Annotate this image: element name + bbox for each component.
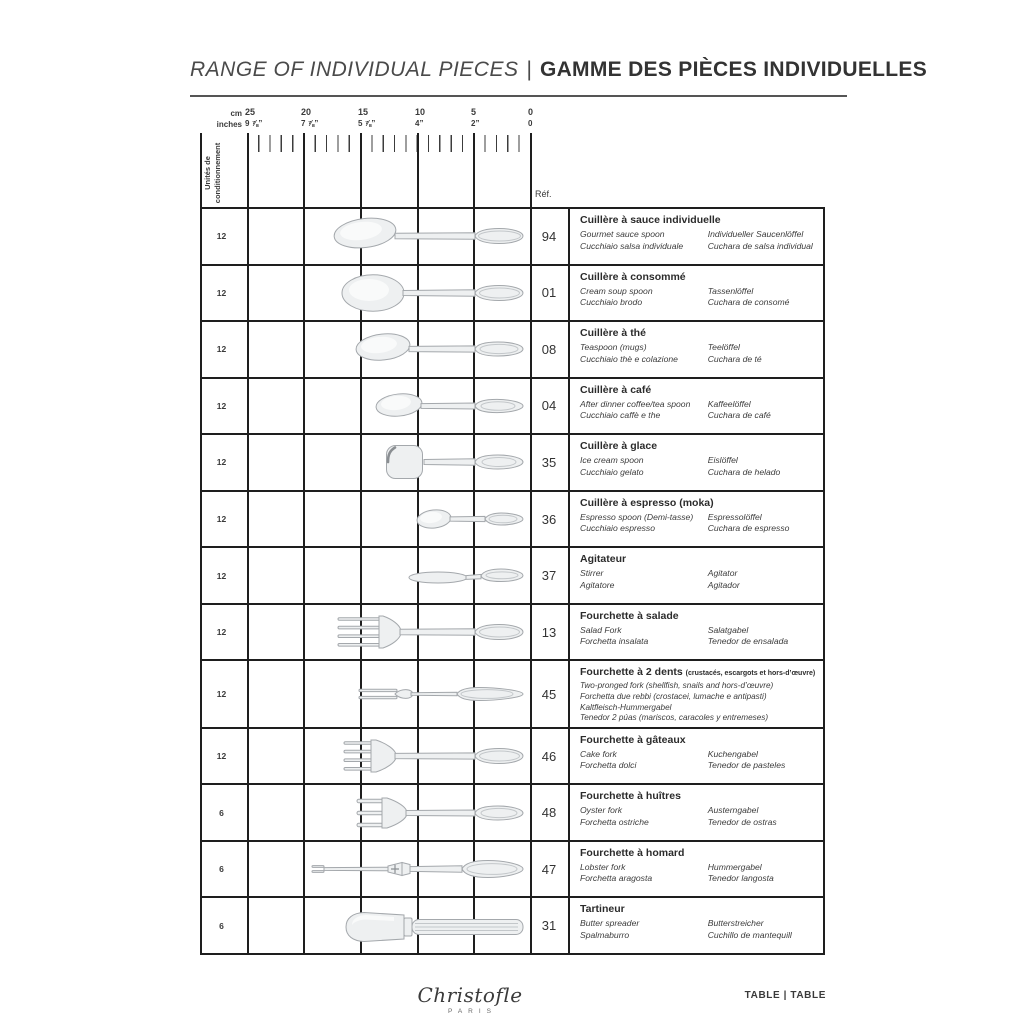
table-row xyxy=(200,435,825,492)
name-en: Oyster fork xyxy=(580,805,623,816)
stirrer-image xyxy=(243,548,530,603)
piece-description xyxy=(568,842,825,897)
name-de: Agitator xyxy=(707,568,738,579)
name-en: Cake fork xyxy=(580,748,617,759)
packing-units-value: 6 xyxy=(219,864,224,875)
table-row xyxy=(200,209,825,266)
two-pronged-fork-image xyxy=(243,661,530,726)
name-en: Gourmet sauce spoon xyxy=(580,229,665,239)
name-de: Kaffeelöffel xyxy=(707,398,751,409)
name-de: Teelöffel xyxy=(707,342,740,353)
name-de: Austerngabel xyxy=(707,805,759,816)
brand-city: PARIS xyxy=(447,1008,498,1015)
ice-cream-spoon-image xyxy=(243,435,530,490)
ref-value: 48 xyxy=(541,805,557,821)
name-fr: Cuillère à thé xyxy=(580,327,646,340)
ref-value: 47 xyxy=(541,861,557,877)
name-en: Ice cream spoon xyxy=(580,455,644,466)
packing-units-header: Unités de conditionnement xyxy=(203,142,222,204)
name-it: Forchetta insalata xyxy=(580,636,649,647)
packing-units-value: 12 xyxy=(216,400,227,411)
name-fr: Fourchette à salade xyxy=(580,609,679,622)
table-row xyxy=(200,661,825,728)
piece-description xyxy=(568,898,825,953)
table-row xyxy=(200,266,825,323)
name-en: Cream soup spoon xyxy=(580,285,653,296)
packing-units-value: 6 xyxy=(219,920,224,931)
name-fr: Tartineur xyxy=(580,903,625,916)
name-fr: Fourchette à gâteaux xyxy=(580,733,686,746)
name-it: Forchetta due rebbi (crostacei, lumache e antipasti) xyxy=(580,691,767,701)
ruler-ticks xyxy=(248,135,532,152)
name-es: Tenedor langosta xyxy=(707,873,774,884)
name-es: Cuchara de té xyxy=(707,353,762,364)
packing-units-value: 12 xyxy=(216,344,227,355)
name-es: Cuchara de helado xyxy=(707,466,781,477)
name-it: Cucchiaio thè e colazione xyxy=(580,353,678,364)
piece-description xyxy=(568,379,825,434)
name-en: Teaspoon (mugs) xyxy=(580,342,647,353)
piece-description xyxy=(568,435,825,490)
footer-section-label: TABLE | TABLE xyxy=(744,990,826,1001)
name-es: Tenedor de pasteles xyxy=(707,760,786,771)
brand-name: Christofle xyxy=(417,983,523,1007)
ruler-unit-cm: cm xyxy=(230,109,242,118)
name-fr: Cuillère à glace xyxy=(580,440,658,453)
piece-description xyxy=(568,729,825,784)
name-it: Forchetta aragosta xyxy=(580,873,653,884)
name-fr: Cuillère à sauce individuelle xyxy=(580,214,721,226)
ruler-units xyxy=(200,108,242,130)
ruler-mark-10: 10 4” xyxy=(415,107,426,128)
ref-column-header: Réf. xyxy=(535,189,552,199)
name-en: Two-pronged fork (shellfish, snails and hors-d’œuvre) xyxy=(580,681,774,691)
name-de: Espressolöffel xyxy=(707,511,762,522)
packing-units-value: 12 xyxy=(216,457,227,468)
name-en: Stirrer xyxy=(580,568,604,579)
ref-value: 94 xyxy=(541,228,557,244)
page-title xyxy=(190,58,928,82)
table-row xyxy=(200,492,825,549)
espresso-spoon-image xyxy=(243,492,530,547)
name-es: Cuchillo de mantequill xyxy=(707,929,792,940)
ref-value: 35 xyxy=(541,454,557,470)
ref-value: 46 xyxy=(541,748,557,764)
piece-description xyxy=(568,209,825,264)
ref-value: 31 xyxy=(541,918,557,934)
name-fr: Cuillère à consommé xyxy=(580,270,686,283)
name-it: Cucchiaio caffè e the xyxy=(580,410,661,421)
packing-units-value: 12 xyxy=(216,287,227,298)
packing-units-value: 12 xyxy=(216,231,227,242)
name-es: Tenedor de ostras xyxy=(707,816,777,827)
table-row xyxy=(200,322,825,379)
ref-value: 37 xyxy=(541,568,557,584)
ruler-mark-15: 15 5 ⅞” xyxy=(358,107,376,128)
packing-units-value: 12 xyxy=(216,689,227,700)
name-en: After dinner coffee/tea spoon xyxy=(580,398,691,409)
name-it: Cucchiaio espresso xyxy=(580,523,655,534)
ruler-mark-20: 20 7 ⅞” xyxy=(301,107,319,128)
name-es: Cuchara de espresso xyxy=(707,523,790,534)
table-body xyxy=(200,207,825,955)
page-title-english: RANGE OF INDIVIDUAL PIECES xyxy=(190,58,519,81)
name-en: Salad Fork xyxy=(580,624,622,635)
teaspoon-image xyxy=(243,322,530,377)
piece-description xyxy=(568,548,825,603)
oyster-fork-image xyxy=(243,785,530,840)
name-fr-note: (crustacés, escargots et hors-d’œuvre) xyxy=(685,670,816,678)
ref-value: 04 xyxy=(541,398,557,414)
ref-value: 36 xyxy=(541,511,557,527)
packing-units-value: 12 xyxy=(216,627,227,638)
name-it: Cucchiaio salsa individuale xyxy=(580,240,684,251)
name-de: Salatgabel xyxy=(707,624,749,635)
table-row xyxy=(200,729,825,786)
name-it: Spalmaburro xyxy=(580,929,630,940)
ruler-mark-5: 5 2” xyxy=(471,107,480,128)
table-row xyxy=(200,379,825,436)
cream-soup-spoon-image xyxy=(243,266,530,321)
gourmet-sauce-spoon-image xyxy=(243,209,530,264)
title-underline xyxy=(190,95,847,97)
name-de: Butterstreicher xyxy=(707,918,764,929)
ruler-mark-25: 25 9 ⅞” xyxy=(245,107,263,128)
name-de: Hummergabel xyxy=(707,861,762,872)
name-de: Kuchengabel xyxy=(707,748,758,759)
name-es: Tenedor de ensalada xyxy=(707,636,789,647)
name-it: Forchetta ostriche xyxy=(580,816,649,827)
piece-description xyxy=(568,661,825,726)
table-row xyxy=(200,842,825,899)
name-en: Lobster fork xyxy=(580,861,626,872)
name-fr: Agitateur xyxy=(580,553,627,566)
name-fr: Fourchette à huîtres xyxy=(580,790,681,803)
name-it: Agitatore xyxy=(580,579,615,590)
table-row xyxy=(200,785,825,842)
ref-value: 01 xyxy=(541,285,557,301)
name-it: Cucchiaio brodo xyxy=(580,297,643,308)
piece-description xyxy=(568,266,825,321)
brand-logo xyxy=(380,983,560,1015)
name-fr: Fourchette à homard xyxy=(580,846,685,859)
name-es: Agitador xyxy=(707,579,740,590)
name-it: Forchetta dolci xyxy=(580,760,637,771)
name-es: Cuchara de café xyxy=(707,410,771,421)
name-fr: Cuillère à café xyxy=(580,383,652,396)
ruler-mark-0: 0 0 xyxy=(528,107,534,128)
table-row xyxy=(200,898,825,955)
ruler-unit-inches: inches xyxy=(216,120,242,129)
ref-value: 13 xyxy=(541,624,557,640)
ref-value: 45 xyxy=(541,686,557,702)
packing-units-value: 12 xyxy=(216,751,227,762)
name-de: Kaltfleisch-Hummergabel xyxy=(580,702,672,712)
page-title-french: GAMME DES PIÈCES INDIVIDUELLES xyxy=(539,58,928,81)
pieces-table xyxy=(200,105,825,955)
title-separator: | xyxy=(526,58,532,81)
lobster-fork-image xyxy=(243,842,530,897)
name-de: Tassenlöffel xyxy=(707,285,754,296)
packing-units-value: 12 xyxy=(216,570,227,581)
salad-fork-image xyxy=(243,605,530,660)
name-fr: Fourchette à 2 dents xyxy=(580,666,683,679)
packing-units-value: 6 xyxy=(219,807,224,818)
ref-value: 08 xyxy=(541,341,557,357)
name-it: Cucchiaio gelato xyxy=(580,466,644,477)
name-de: Individueller Saucenlöffel xyxy=(707,229,804,239)
cake-fork-image xyxy=(243,729,530,784)
name-es: Tenedor 2 púas (mariscos, caracoles y entremeses) xyxy=(580,713,769,723)
packing-units-value: 12 xyxy=(216,514,227,524)
table-row xyxy=(200,548,825,605)
table-row xyxy=(200,605,825,662)
butter-spreader-image xyxy=(243,898,530,953)
name-en: Espresso spoon (Demi-tasse) xyxy=(580,511,694,522)
name-de: Eislöffel xyxy=(707,455,738,466)
name-es: Cuchara de consomé xyxy=(707,297,790,308)
piece-description xyxy=(568,785,825,840)
piece-description xyxy=(568,492,825,547)
piece-description xyxy=(568,605,825,660)
name-fr: Cuillère à espresso (moka) xyxy=(580,496,714,509)
name-en: Butter spreader xyxy=(580,918,640,929)
piece-description xyxy=(568,322,825,377)
coffee-spoon-image xyxy=(243,379,530,434)
name-es: Cuchara de salsa individual xyxy=(707,240,813,251)
